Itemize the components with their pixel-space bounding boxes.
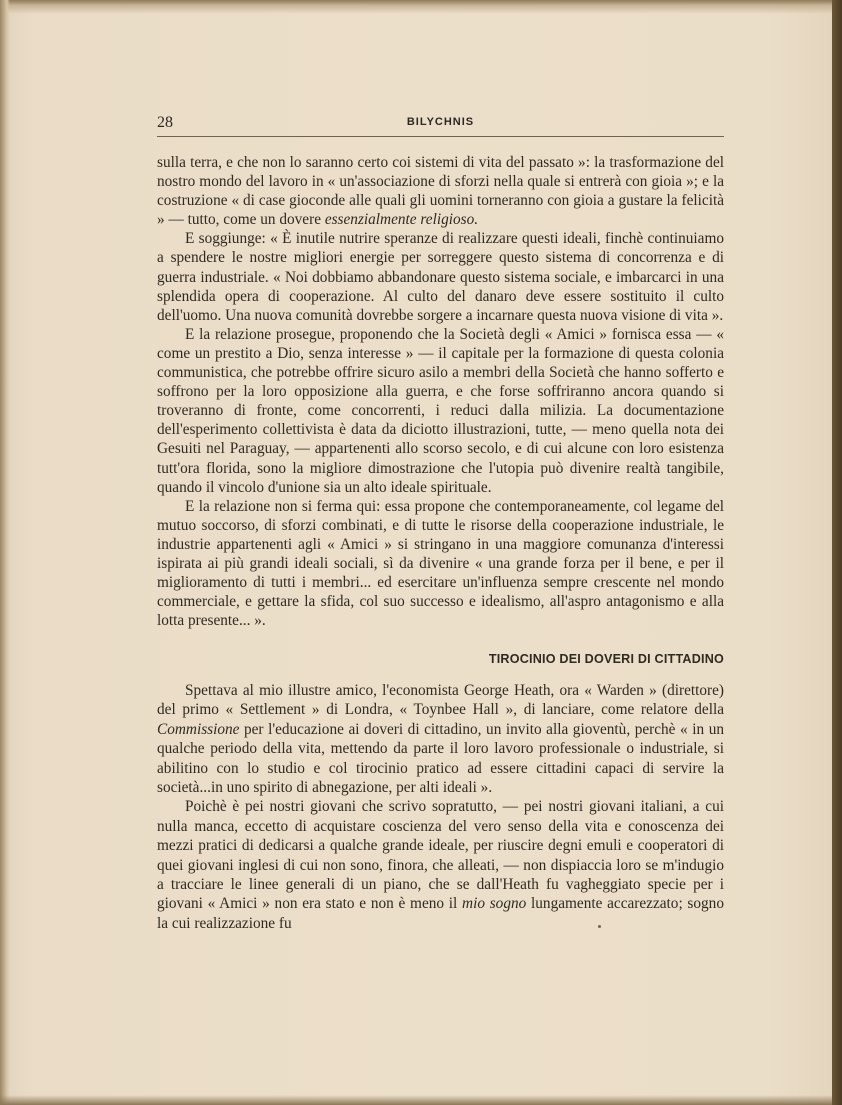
paragraph-2: E soggiunge: « È inutile nutrire speranze di realizzare questi ideali, finchè continuiamo a spendere le nostre migliori energie per sorreggere questo sistema di concorrenza e di guerra industriale. « Noi dobbiamo abbandonare questo sistema sociale, e imbarcarci in una splendida opera di cooperazione. Al culto del danaro deve essere sostituito il culto dell'uomo. Una nuova comunità dovrebbe sorgere a incarnare questa nuova visione di vita ». <box>157 230 724 324</box>
paragraph-1-text: sulla terra, e che non lo saranno certo coi sistemi di vita del passato »: la trasformazione del nostro mondo del lavoro in « un'associazione di sforzi nella quale si entrerà con gioia »; e la costruzione « di case gioconde alle quali gli uomini torneranno con gioia a gustare la felicità » — tutto, come un dovere <box>157 154 724 229</box>
paragraph-6-emphasis: mio sogno <box>462 895 527 913</box>
paragraph-6 <box>157 797 724 933</box>
book-spine <box>832 0 842 1105</box>
body-text-section-1 <box>157 153 724 630</box>
ink-speck <box>598 925 601 928</box>
paragraph-5-emphasis: Commissione <box>157 720 240 738</box>
page-left-edge <box>0 0 10 1105</box>
paragraph-5 <box>157 681 724 797</box>
paragraph-5-text-b: per l'educazione ai doveri di cittadino, un invito alla gioventù, perchè « in un qualche periodo della vita, mettendo da parte il loro lavoro professionale o industriale, si abilitino con lo studio e col tirocinio pratico ad essere cittadini capaci di servire la società...in uno spirito di abnegazione, per alti ideali ». <box>157 720 724 797</box>
paragraph-1 <box>157 153 724 229</box>
section-heading: TIROCINIO DEI DOVERI DI CITTADINO <box>488 652 724 666</box>
page-number: 28 <box>157 114 173 131</box>
paragraph-3: E la relazione prosegue, proponendo che la Società degli « Amici » fornisca essa — « come un prestito a Dio, senza interesse » — il capitale per la formazione di questa colonia communistica, che potrebbe offrire sicuro asilo a membri della Società che hanno sofferto e soffrono per la loro opposizione alla guerra, e che forse soffriranno ancora quando si troveranno di fronte, come concorrenti, i reduci dalla milizia. La documentazione dell'esperimento collettivista è data da diciotto illustrazioni, tutte, — meno quella nota dei Gesuiti nel Paraguay, — appartenenti allo scorso secolo, e di cui alcune con loro esistenza tutt'ora florida, sono la migliore dimostrazione che l'utopia può divenire realtà tangibile, quando il vincolo d'unione sia un alto ideale spirituale. <box>157 325 724 496</box>
paragraph-6-text-a: Poichè è pei nostri giovani che scrivo sopratutto, — pei nostri giovani italiani, a cui nulla manca, eccetto di acquistare coscienza del vero senso della vita e conoscenza dei mezzi pratici di dedicarsi a qualche grande ideale, per riuscire degni emuli e cooperatori di quei giovani inglesi di cui non sono, finora, che alleati, — non dispiaccia loro se m'indugio a tracciare le linee generali di un piano, che se dall'Heath fu vagheggiato specie per i giovani « Amici » non era stato e non è meno il <box>157 798 724 913</box>
paragraph-5-text-a: Spettava al mio illustre amico, l'economista George Heath, ora « Warden » (direttore) del primo « Settlement » di Londra, « Toynbee Hall », di lanciare, come relatore della <box>157 682 724 719</box>
paragraph-6-text-b: lungamente accarezzato; sogno la cui realizzazione fu <box>157 895 724 932</box>
paragraph-1-emphasis: essenzialmente religioso. <box>324 211 479 229</box>
running-head <box>157 112 724 137</box>
journal-title: BILYCHNIS <box>406 116 475 128</box>
paragraph-4: E la relazione non si ferma qui: essa propone che contemporaneamente, col legame del mutuo soccorso, di sforzi combinati, e di tutte le risorse della cooperazione industriale, le industrie appartenenti agli « Amici » si stringano in una maggiore comunanza d'interessi ispirata ai più grandi ideali sociali, sì da divenire « una grande forza per il bene, e per il miglioramento di tutti i membri... ed esercitare un'influenza sempre crescente nel mondo commerciale, e gettare la sfida, col suo successo e idealismo, all'aspro antagonismo e alla lotta presente... ». <box>157 497 724 630</box>
body-text-section-2 <box>157 681 724 933</box>
